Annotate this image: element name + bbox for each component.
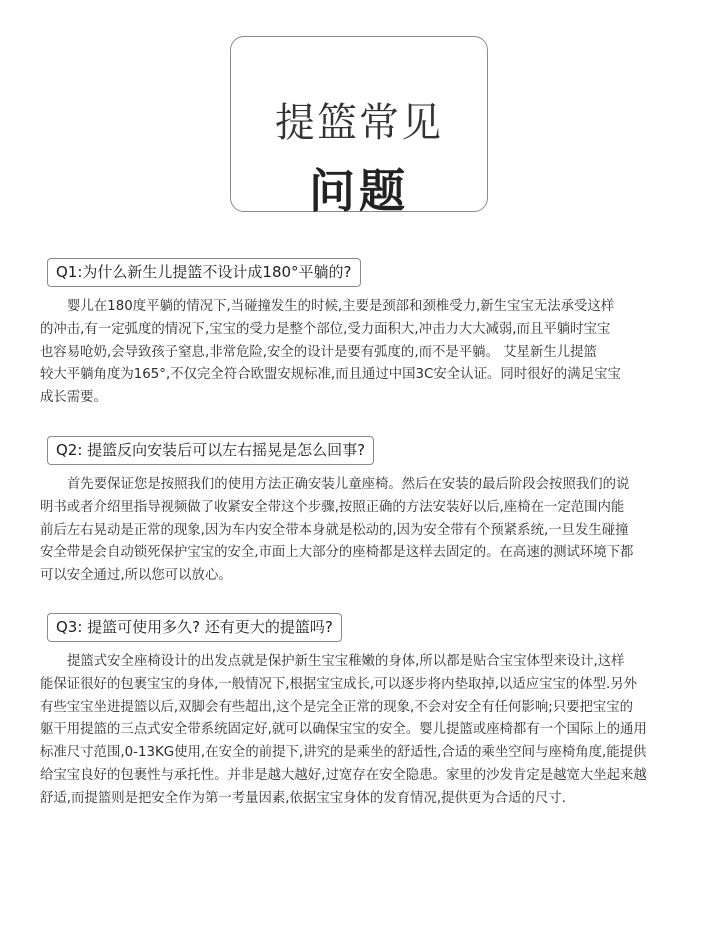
title-box	[230, 36, 488, 218]
faq-answer-1	[40, 296, 700, 410]
faq-question-3: Q3: 提篮可使用多久? 还有更大的提篮吗?	[47, 613, 342, 642]
faq-question-1: Q1:为什么新生儿提篮不设计成180°平躺的?	[47, 258, 361, 287]
answer-line: 的冲击,有一定弧度的情况下,宝宝的受力是整个部位,受力面积大,冲击力大大减弱,而且平躺时宝宝	[40, 321, 611, 337]
answer-line: 首先要保证您是按照我们的使用方法正确安装儿童座椅。然后在安装的最后阶段会按照我们的说	[67, 477, 630, 492]
answer-line: 较大平躺角度为165°,不仅完全符合欧盟安规标准,而且通过中国3C安全认证。同时很好的满足宝宝	[40, 367, 621, 383]
answer-line: 有些宝宝坐进提篮以后,双脚会有些超出,这个是完全正常的现象,不会对安全有任何影响;只要把宝宝的	[40, 699, 634, 715]
page-title-line1: 提篮常见	[275, 100, 443, 146]
answer-line: 躯干用提篮的三点式安全带系统固定好,就可以确保宝宝的安全。婴儿提篮或座椅都有一个国际上的通用	[40, 722, 647, 738]
answer-line: 婴儿在180度平躺的情况下,当碰撞发生的时候,主要是颈部和颈椎受力,新生宝宝无法承受这样	[67, 299, 615, 314]
answer-line: 安全带是会自动锁死保护宝宝的安全,市面上大部分的座椅都是这样去固定的。在高速的测试环境下都	[40, 545, 634, 561]
answer-line: 标准尺寸范围,0-13KG使用,在安全的前提下,讲究的是乘坐的舒适性,合适的乘坐空间与座椅角度,能提供	[40, 745, 647, 761]
answer-line: 明书或者介绍里指导视频做了收紧安全带这个步骤,按照正确的方法安装好以后,座椅在一定范围内能	[40, 499, 625, 515]
answer-line: 前后左右晃动是正常的现象,因为车内安全带本身就是松动的,因为安全带有个预紧系统,一旦发生碰撞	[40, 522, 629, 538]
faq-answer-3	[40, 651, 700, 811]
answer-line: 也容易呛奶,会导致孩子窒息,非常危险,安全的设计是要有弧度的,而不是平躺。 艾星新生儿提篮	[40, 344, 597, 360]
answer-line: 舒适,而提篮则是把安全作为第一考量因素,依据宝宝身体的发育情况,提供更为合适的尺寸.	[40, 790, 566, 806]
answer-line: 成长需要。	[40, 390, 107, 406]
faq-question-2: Q2: 提篮反向安装后可以左右摇晃是怎么回事?	[47, 436, 374, 465]
answer-line: 提篮式安全座椅设计的出发点就是保护新生宝宝稚嫩的身体,所以都是贴合宝宝体型来设计,这样	[67, 654, 625, 669]
answer-line: 能保证很好的包裹宝宝的身体,一般情况下,根据宝宝成长,可以逐步将内垫取掉,以适应宝宝的体型.另外	[40, 676, 638, 692]
answer-line: 可以安全通过,所以您可以放心。	[40, 568, 232, 584]
faq-answer-2	[40, 474, 700, 588]
answer-line: 给宝宝良好的包裹性与承托性。并非是越大越好,过宽存在安全隐患。家里的沙发肯定是越宽大坐起来越	[40, 767, 647, 783]
page-title-line2: 问题	[309, 164, 409, 218]
